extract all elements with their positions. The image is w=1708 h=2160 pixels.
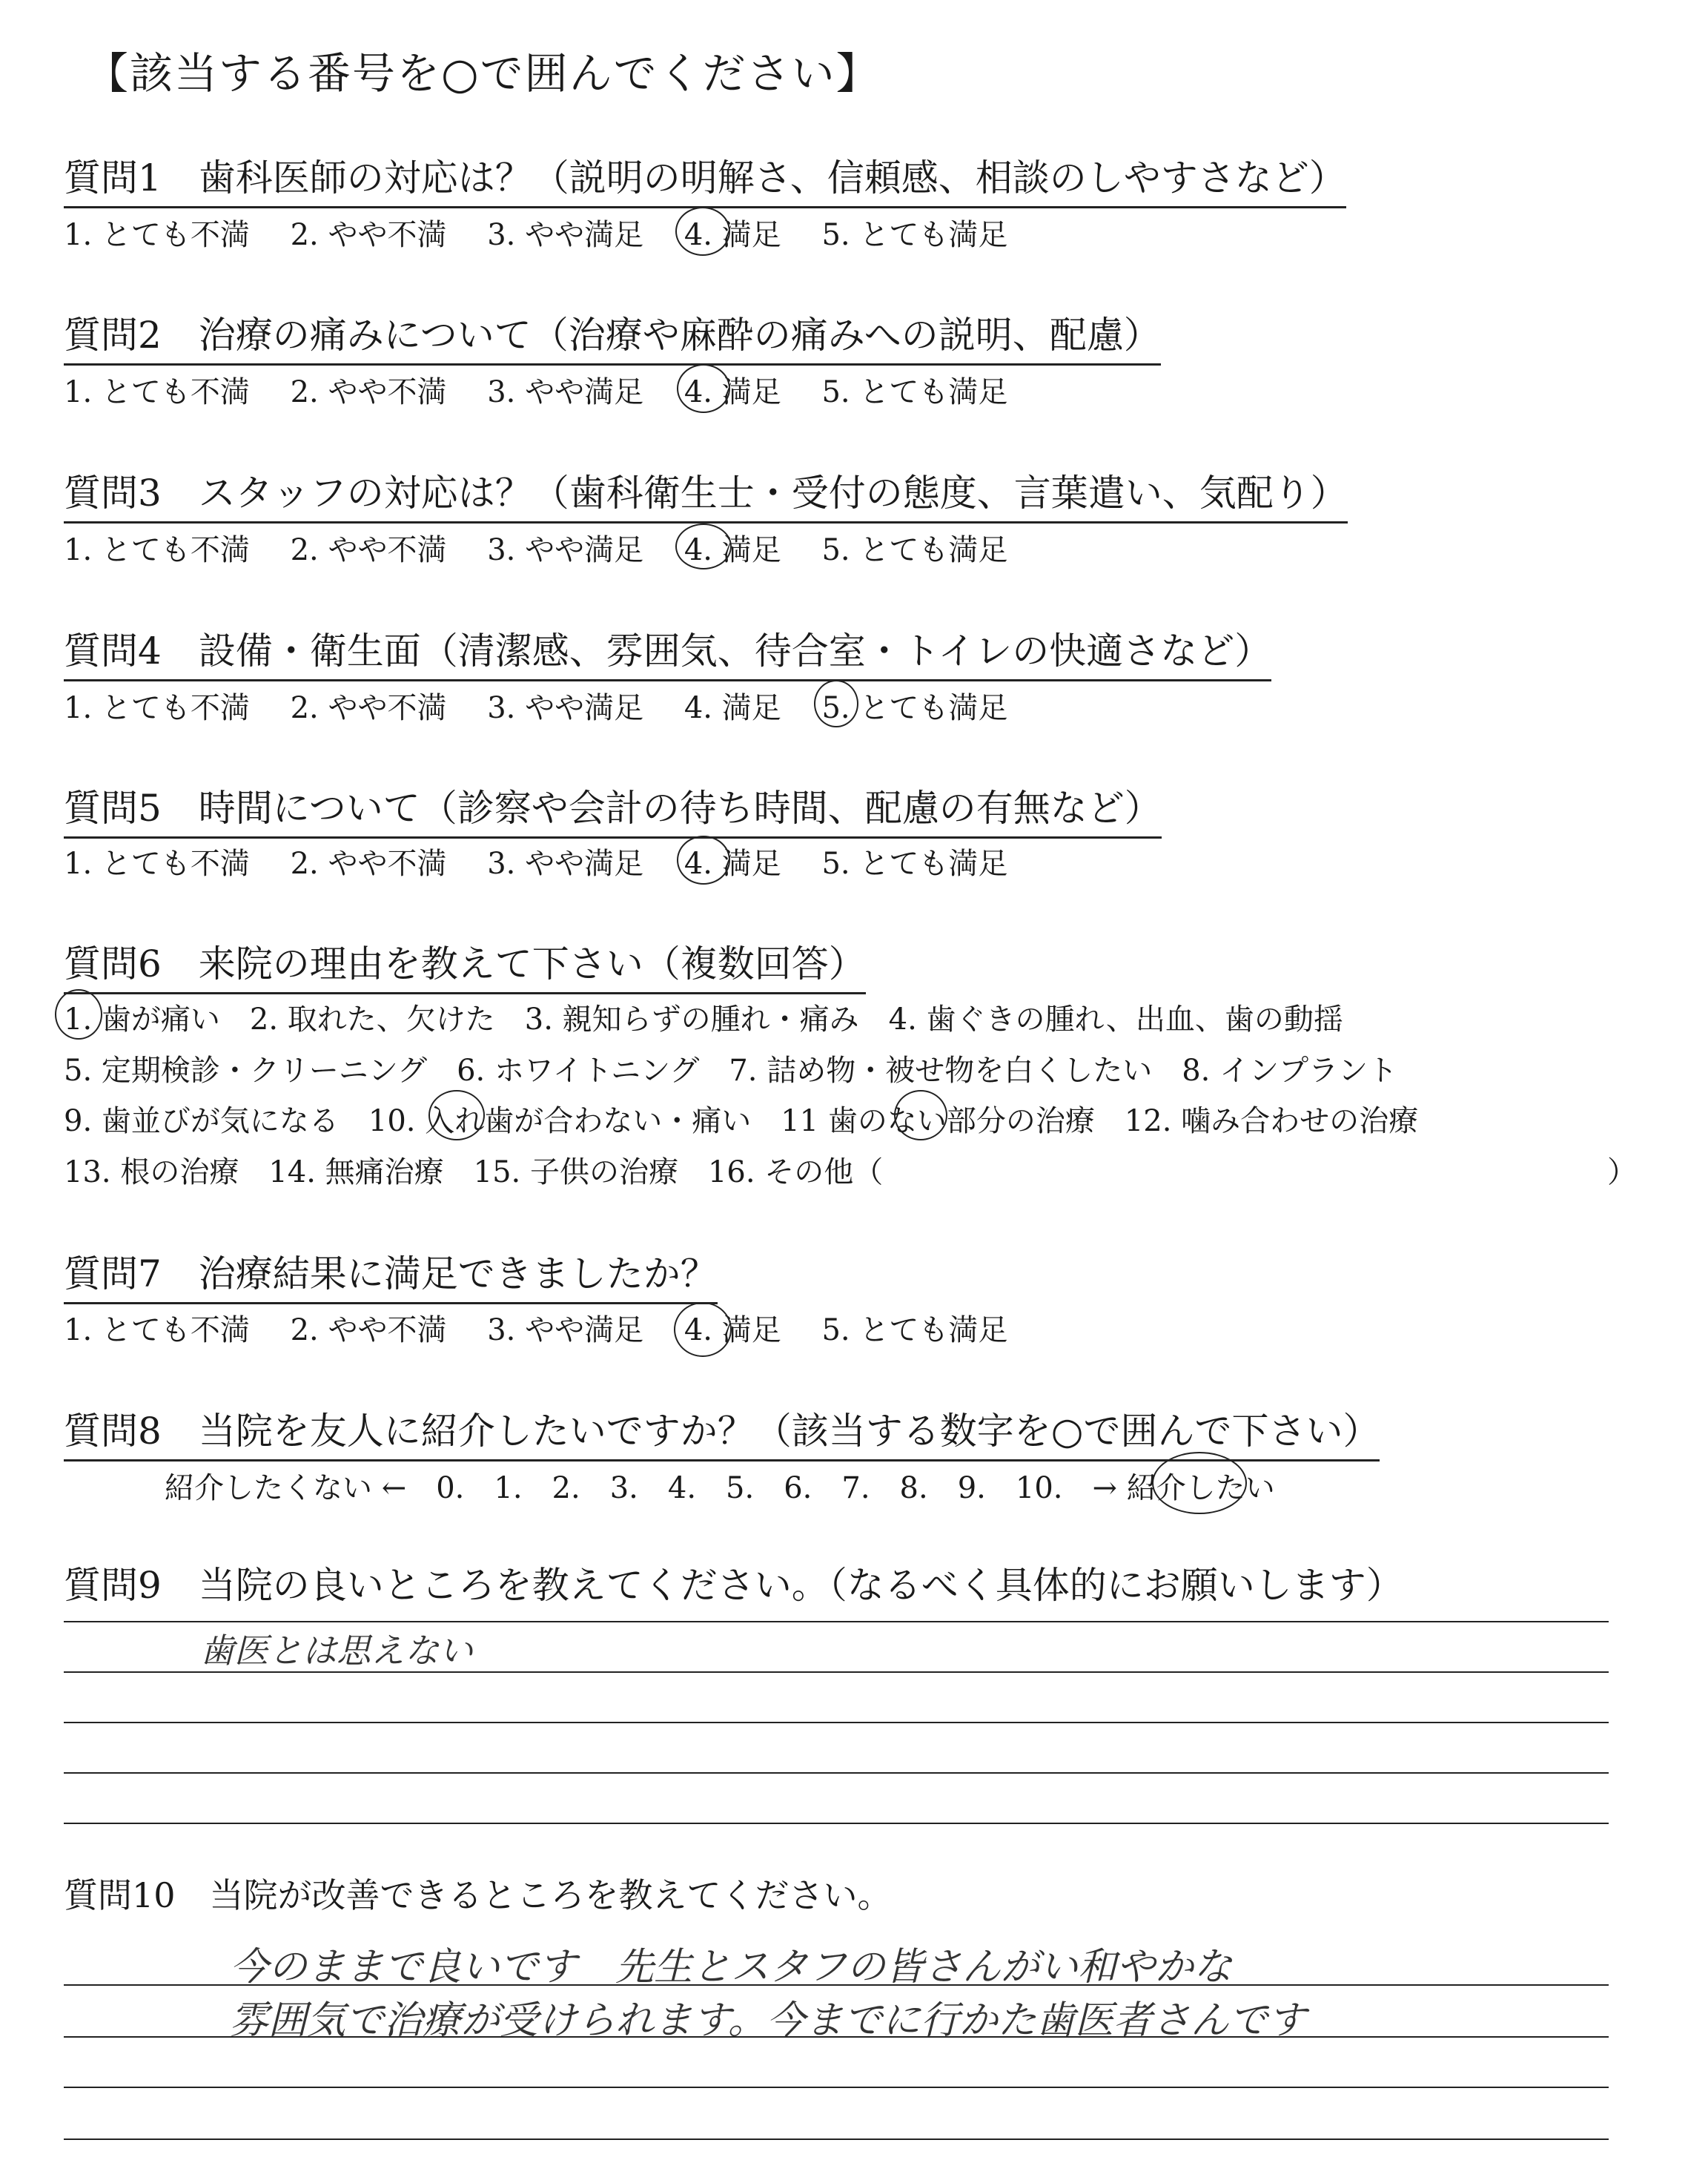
q2-option-3[interactable]: 3. やや満足 bbox=[487, 375, 644, 409]
answer-line bbox=[64, 2138, 1609, 2140]
q10-handwritten-answer-line-1[interactable]: 今のままで良いです 先生とスタフの皆さんがい和やかな bbox=[230, 1945, 1233, 1989]
q7-option-2[interactable]: 2. やや不満 bbox=[290, 1313, 447, 1347]
q6-other-close-paren: ） bbox=[1607, 1155, 1637, 1189]
page-header: 【該当する番号を○で囲んでください】 bbox=[85, 48, 881, 99]
question-4-options bbox=[64, 684, 1039, 727]
q4-option-4[interactable]: 4. 満足 bbox=[683, 691, 781, 725]
q6-reasons-line-2[interactable]: 5. 定期検診・クリーニング 6. ホワイトニング 7. 詰め物・被せ物を白くしたい 8. インプラント bbox=[64, 1054, 1398, 1088]
selection-circle bbox=[675, 524, 732, 569]
q3-option-4-selected[interactable]: 4. 満足 bbox=[684, 526, 781, 569]
q4-option-1[interactable]: 1. とても不満 bbox=[64, 691, 250, 725]
q2-option-1[interactable]: 1. とても不満 bbox=[64, 375, 250, 409]
answer-line bbox=[64, 1772, 1609, 1774]
q4-option-5-selected[interactable]: 5. とても満足 bbox=[821, 684, 1007, 727]
q5-option-1[interactable]: 1. とても不満 bbox=[64, 847, 250, 881]
q6-reasons-line-1[interactable]: 1. 歯が痛い 2. 取れた、欠けた 3. 親知らずの腫れ・痛み 4. 歯ぐきの腫れ、出血、歯の動揺 bbox=[64, 1003, 1343, 1037]
q6-selection-circle-11 bbox=[894, 1090, 947, 1140]
q1-option-1[interactable]: 1. とても不満 bbox=[64, 218, 250, 252]
answer-line bbox=[64, 1823, 1609, 1824]
q3-option-5[interactable]: 5. とても満足 bbox=[821, 533, 1008, 567]
selection-circle bbox=[674, 1302, 732, 1357]
q1-option-3[interactable]: 3. やや満足 bbox=[487, 218, 644, 252]
question-5-title: 質問5 時間について（診察や会計の待ち時間、配慮の有無など） bbox=[64, 779, 1162, 839]
question-6-title: 質問6 来院の理由を教えて下さい（複数回答） bbox=[64, 934, 866, 994]
question-1-title: 質問1 歯科医師の対応は？（説明の明解さ、信頼感、相談のしやすさなど） bbox=[64, 148, 1346, 208]
q1-option-2[interactable]: 2. やや不満 bbox=[290, 218, 447, 252]
question-1-options bbox=[64, 211, 1039, 254]
q6-reasons-line-4[interactable]: 13. 根の治療 14. 無痛治療 15. 子供の治療 16. その他（ bbox=[64, 1155, 884, 1189]
q6-selection-circle-10 bbox=[428, 1090, 485, 1140]
q5-option-4-selected[interactable]: 4. 満足 bbox=[684, 840, 781, 882]
q3-option-3[interactable]: 3. やや満足 bbox=[487, 533, 644, 567]
q10-handwritten-answer-line-2[interactable]: 雰囲気で治療が受けられます。今までに行かた歯医者さんです bbox=[230, 1998, 1306, 2043]
question-2-title: 質問2 治療の痛みについて（治療や麻酔の痛みへの説明、配慮） bbox=[64, 305, 1161, 366]
answer-line bbox=[64, 1621, 1609, 1622]
q6-reasons-line-3[interactable]: 9. 歯並びが気になる 10. 入れ歯が合わない・痛い 11 歯のない部分の治療 12. 噛み合わせの治療 bbox=[64, 1104, 1419, 1138]
q7-option-1[interactable]: 1. とても不満 bbox=[64, 1313, 250, 1347]
q5-option-2[interactable]: 2. やや不満 bbox=[290, 847, 447, 881]
q6-selection-circle-1 bbox=[55, 989, 102, 1040]
selection-circle bbox=[677, 836, 730, 885]
question-7-options bbox=[64, 1307, 1039, 1349]
answer-line bbox=[64, 1984, 1609, 1986]
q9-handwritten-answer[interactable]: 歯医とは思えない bbox=[200, 1631, 473, 1671]
q2-option-2[interactable]: 2. やや不満 bbox=[290, 375, 447, 409]
answer-line bbox=[64, 1671, 1609, 1673]
question-7-title: 質問7 治療結果に満足できましたか？ bbox=[64, 1244, 718, 1304]
q4-option-3[interactable]: 3. やや満足 bbox=[487, 691, 644, 725]
q2-option-4-selected[interactable]: 4. 満足 bbox=[684, 369, 781, 411]
q8-selection-circle-10 bbox=[1152, 1452, 1247, 1514]
question-2-options bbox=[64, 369, 1039, 411]
q5-option-5[interactable]: 5. とても満足 bbox=[821, 847, 1008, 881]
selection-circle bbox=[677, 364, 730, 413]
q7-option-4-selected[interactable]: 4. 満足 bbox=[684, 1307, 781, 1349]
question-5-options bbox=[64, 840, 1039, 882]
question-3-title: 質問3 スタッフの対応は？（歯科衛生士・受付の態度、言葉遣い、気配り） bbox=[64, 463, 1348, 524]
q7-option-5[interactable]: 5. とても満足 bbox=[821, 1313, 1008, 1347]
question-3-options bbox=[64, 526, 1039, 569]
question-8-title: 質問8 当院を友人に紹介したいですか？（該当する数字を○で囲んで下さい） bbox=[64, 1401, 1380, 1462]
q3-option-1[interactable]: 1. とても不満 bbox=[64, 533, 250, 567]
selection-circle bbox=[675, 207, 730, 256]
answer-line bbox=[64, 2087, 1609, 2088]
question-4-title: 質問4 設備・衛生面（清潔感、雰囲気、待合室・トイレの快適さなど） bbox=[64, 621, 1271, 681]
q1-option-4-selected[interactable]: 4. 満足 bbox=[684, 211, 781, 254]
answer-line bbox=[64, 2036, 1609, 2038]
q2-option-5[interactable]: 5. とても満足 bbox=[821, 375, 1008, 409]
question-10-title: 質問10 当院が改善できるところを教えてください。 bbox=[64, 1875, 892, 1915]
q8-recommend-scale[interactable]: 紹介したくない ← 0. 1. 2. 3. 4. 5. 6. 7. 8. 9. 10. → 紹介したい bbox=[165, 1471, 1275, 1505]
q7-option-3[interactable]: 3. やや満足 bbox=[487, 1313, 644, 1347]
q1-option-5[interactable]: 5. とても満足 bbox=[821, 218, 1008, 252]
q3-option-2[interactable]: 2. やや不満 bbox=[290, 533, 447, 567]
q5-option-3[interactable]: 3. やや満足 bbox=[487, 847, 644, 881]
answer-line bbox=[64, 1722, 1609, 1723]
q4-option-2[interactable]: 2. やや不満 bbox=[290, 691, 447, 725]
question-9-title: 質問9 当院の良いところを教えてください。（なるべく具体的にお願いします） bbox=[64, 1564, 1403, 1607]
